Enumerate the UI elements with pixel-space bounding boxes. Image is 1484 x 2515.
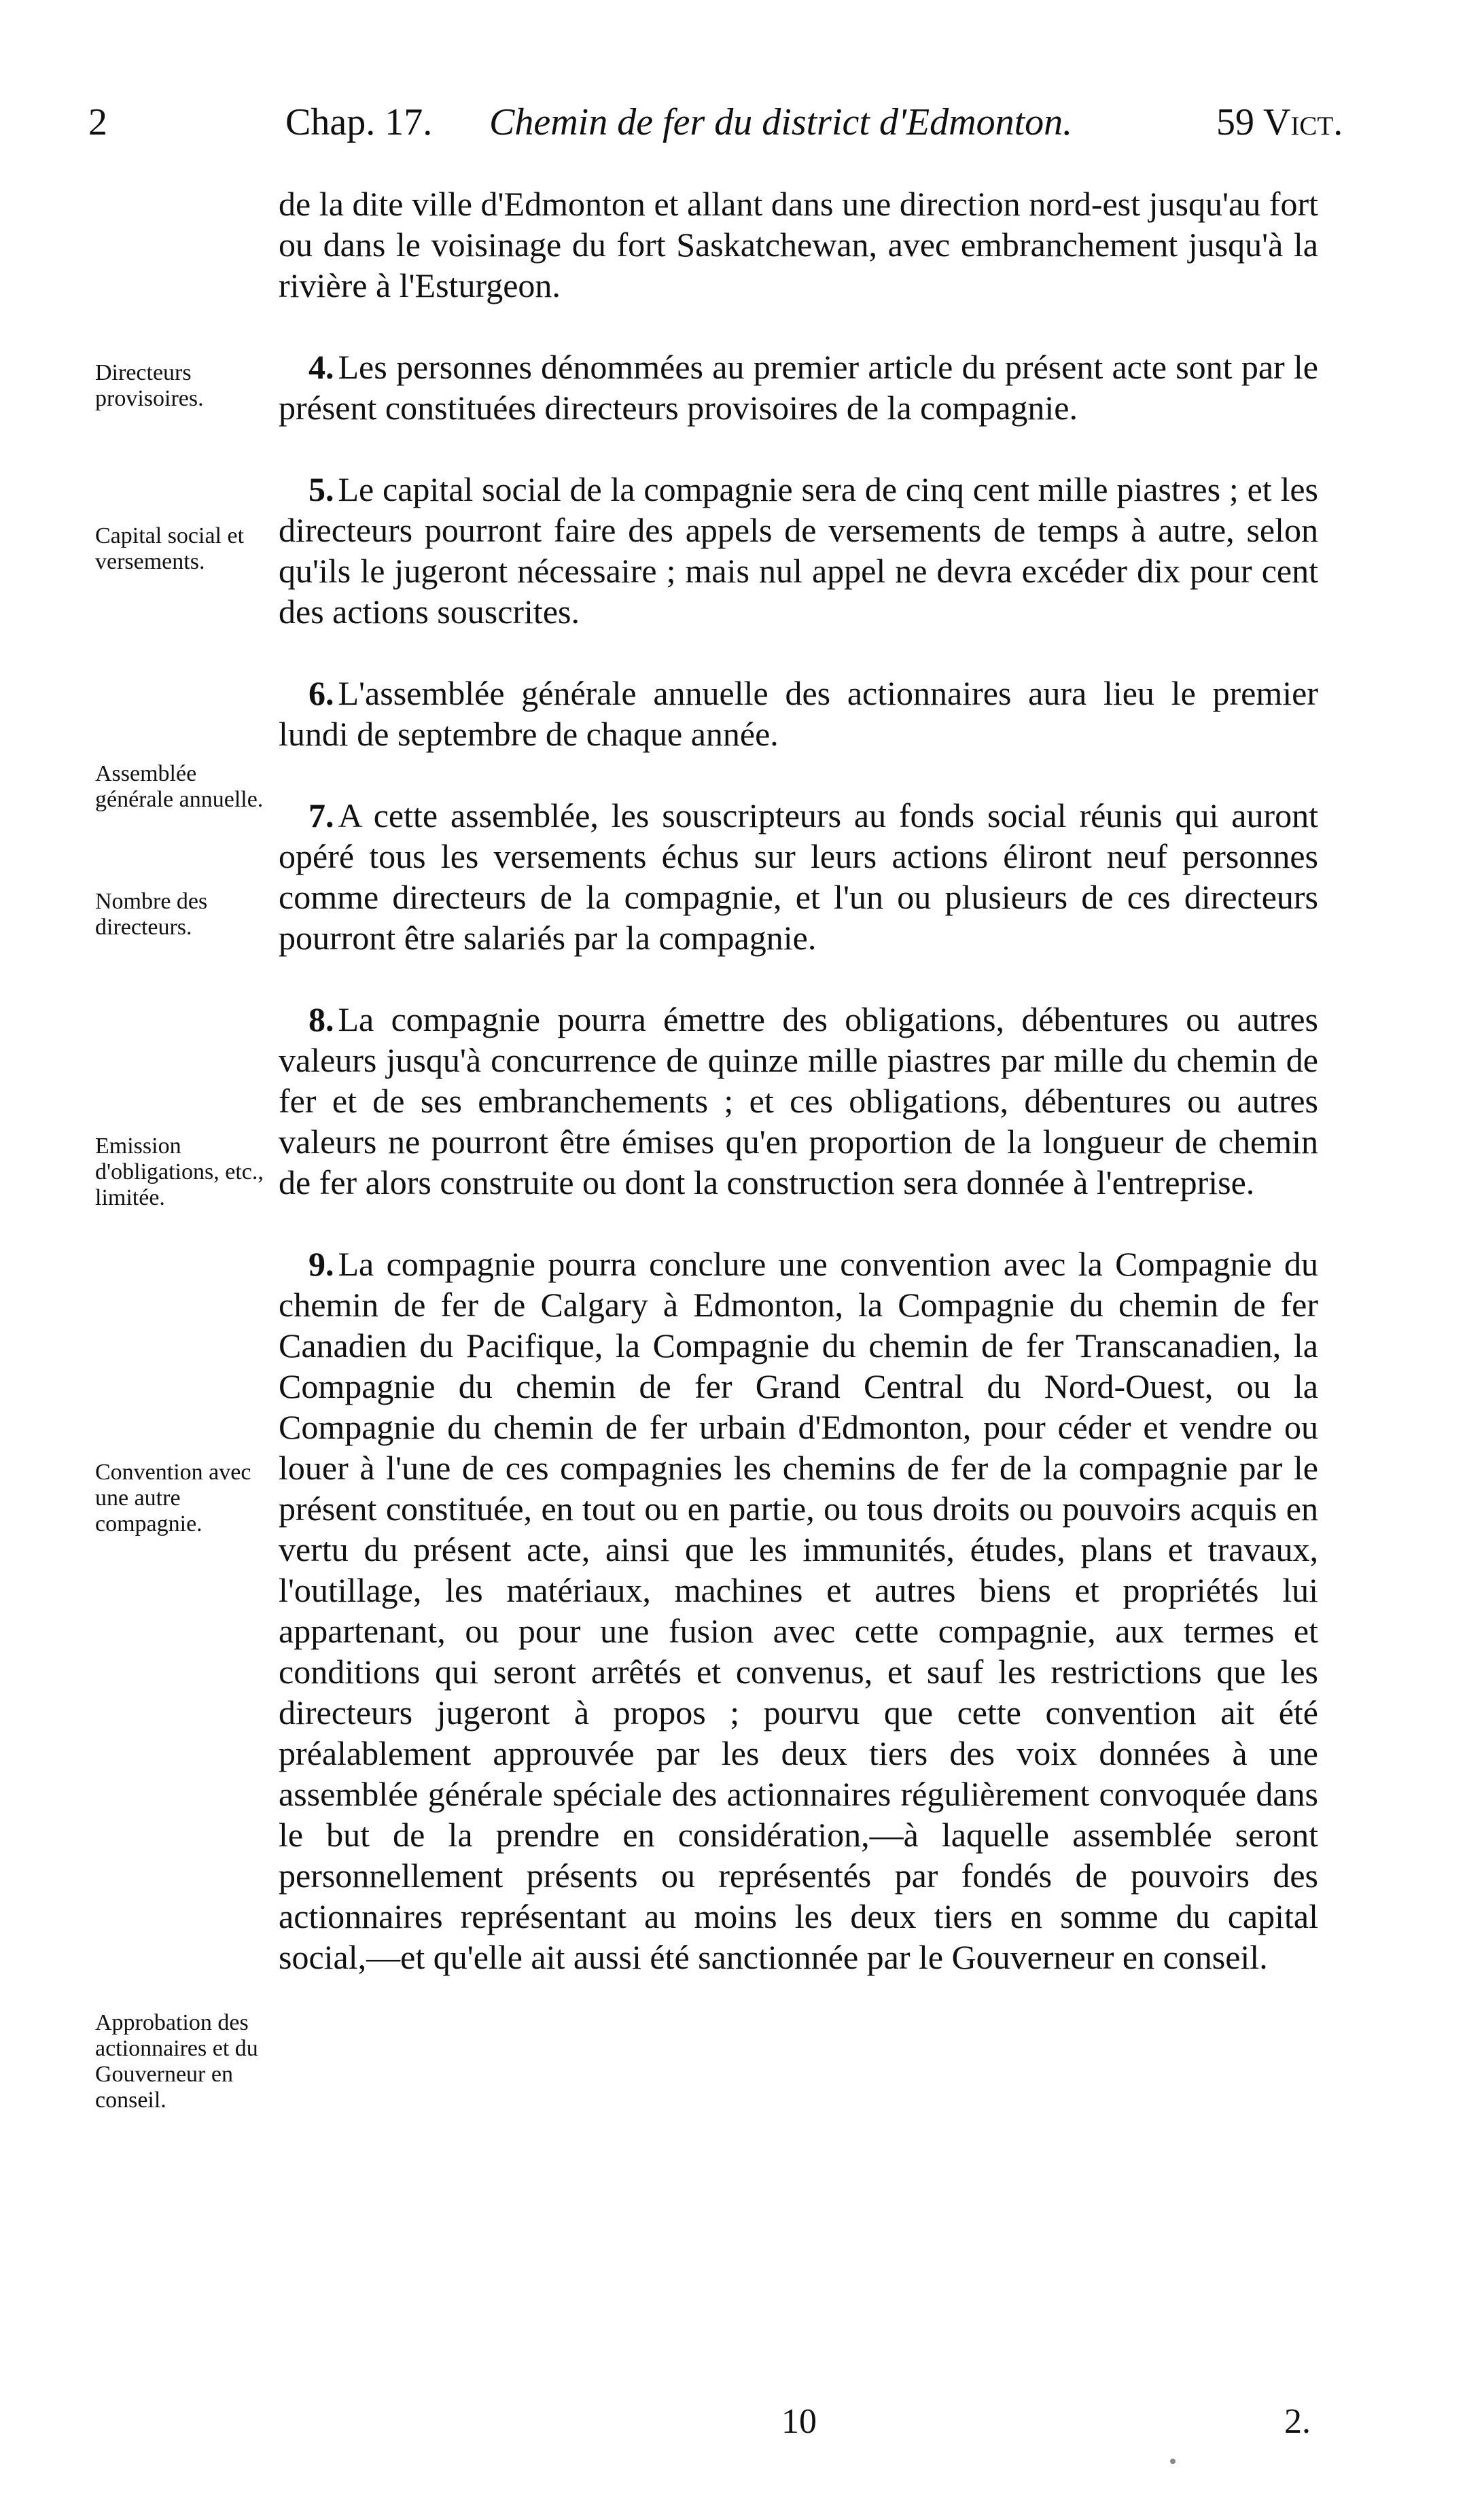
body-text (279, 183, 1318, 1977)
section-number: 6. (308, 674, 334, 712)
section-6 (279, 673, 1318, 754)
catchword: 2. (1284, 2402, 1311, 2441)
section-number: 9. (308, 1245, 334, 1283)
section-number: 5. (308, 470, 334, 508)
section-number: 7. (308, 796, 334, 834)
section-4 (279, 347, 1318, 428)
margin-note-directeurs: Directeurs provisoires. (95, 360, 204, 411)
paragraph-continuation (279, 183, 1318, 306)
margin-note-assemblee: Assemblée générale annuelle. (95, 761, 264, 812)
paragraph-text: de la dite ville d'Edmonton et allant dans une direction nord-est jusqu'au fort ou dans le voisinage du fort Saskatchewan, avec embranchement jusqu'à la rivière à l'Esturgeon. (279, 185, 1318, 304)
section-text: L'assemblée générale annuelle des actionnaires aura lieu le premier lundi de septembre de chaque année. (279, 674, 1318, 753)
section-text: La compagnie pourra conclure une convention avec la Compagnie du chemin de fer de Calgary à Edmonton, la Compagnie du chemin de fer Canadien du Pacifique, la Compagnie du chemin de fer Transcanadien, la Compagnie du chemin de fer Grand Central du Nord-Ouest, ou la Compagnie du chemin de fer urbain d'Edmonton, pour céder et vendre ou louer à l'une de ces compagnies les chemins de fer de la compagnie par le présent constituée, en tout ou en partie, ou tous droits ou pouvoirs acquis en vertu du présent acte, ainsi que les immunités, études, plans et travaux, l'outillage, les matériaux, machines et autres biens et propriétés lui appartenant, ou pour une fusion avec cette compagnie, aux termes et conditions qui seront arrêtés et convenus, et sauf les restrictions que les directeurs jugeront à propos ; pourvu que cette convention ait été préalablement approuvée par les deux tiers des voix données à une assemblée générale spéciale des actionnaires régulièrement convoquée dans le but de la prendre en considération,—à laquelle assemblée seront personnellement présents ou représentés par fondés de pouvoirs des actionnaires représentant au moins les deux tiers en somme du capital social,—et qu'elle ait aussi été sanctionnée par le Gouverneur en conseil. (279, 1245, 1318, 1976)
header-title: Chemin de fer du district d'Edmonton. (489, 101, 1073, 143)
session-label: 59 Vict. (1216, 101, 1343, 143)
section-text: Le capital social de la compagnie sera de cinq cent mille piastres ; et les directeurs pourront faire des appels de versements de temps à autre, selon qu'ils le jugeront nécessaire ; mais nul appel ne devra excéder dix pour cent des actions souscrites. (279, 470, 1318, 631)
running-header (68, 101, 1345, 155)
margin-note-approbation: Approbation des actionnaires et du Gouverneur en conseil. (95, 2010, 258, 2113)
section-text: La compagnie pourra émettre des obligations, débentures ou autres valeurs jusqu'à concurrence de quinze mille piastres par mille du chemin de fer et de ses embranchements ; et ces obligations, débentures ou autres valeurs ne pourront être émises qu'en proportion de la longueur de chemin de fer alors construite ou dont la construction sera donnée à l'entreprise. (279, 1000, 1318, 1201)
section-5 (279, 469, 1318, 632)
section-7 (279, 795, 1318, 958)
margin-note-capital: Capital social et versements. (95, 523, 245, 574)
margin-note-emission: Emission d'obligations, etc., limitée. (95, 1133, 264, 1210)
printer-signature: 10 (781, 2402, 817, 2441)
section-number: 4. (308, 348, 334, 386)
section-8 (279, 999, 1318, 1203)
margin-note-nombre: Nombre des directeurs. (95, 889, 208, 940)
section-text: A cette assemblée, les souscripteurs au fonds social réunis qui auront opéré tous les versements échus sur leurs actions éliront neuf personnes comme directeurs de la compagnie, et l'un ou plusieurs de ces directeurs pourront être salariés par la compagnie. (279, 796, 1318, 957)
section-9 (279, 1244, 1318, 1977)
section-number: 8. (308, 1000, 334, 1038)
margin-note-convention: Convention avec une autre compagnie. (95, 1460, 251, 1536)
section-text: Les personnes dénommées au premier article du présent acte sont par le présent constituées directeurs provisoires de la compagnie. (279, 348, 1318, 427)
page-number: 2 (88, 101, 107, 143)
chapter-label: Chap. 17. (285, 101, 433, 143)
ink-speck (1170, 2459, 1176, 2464)
